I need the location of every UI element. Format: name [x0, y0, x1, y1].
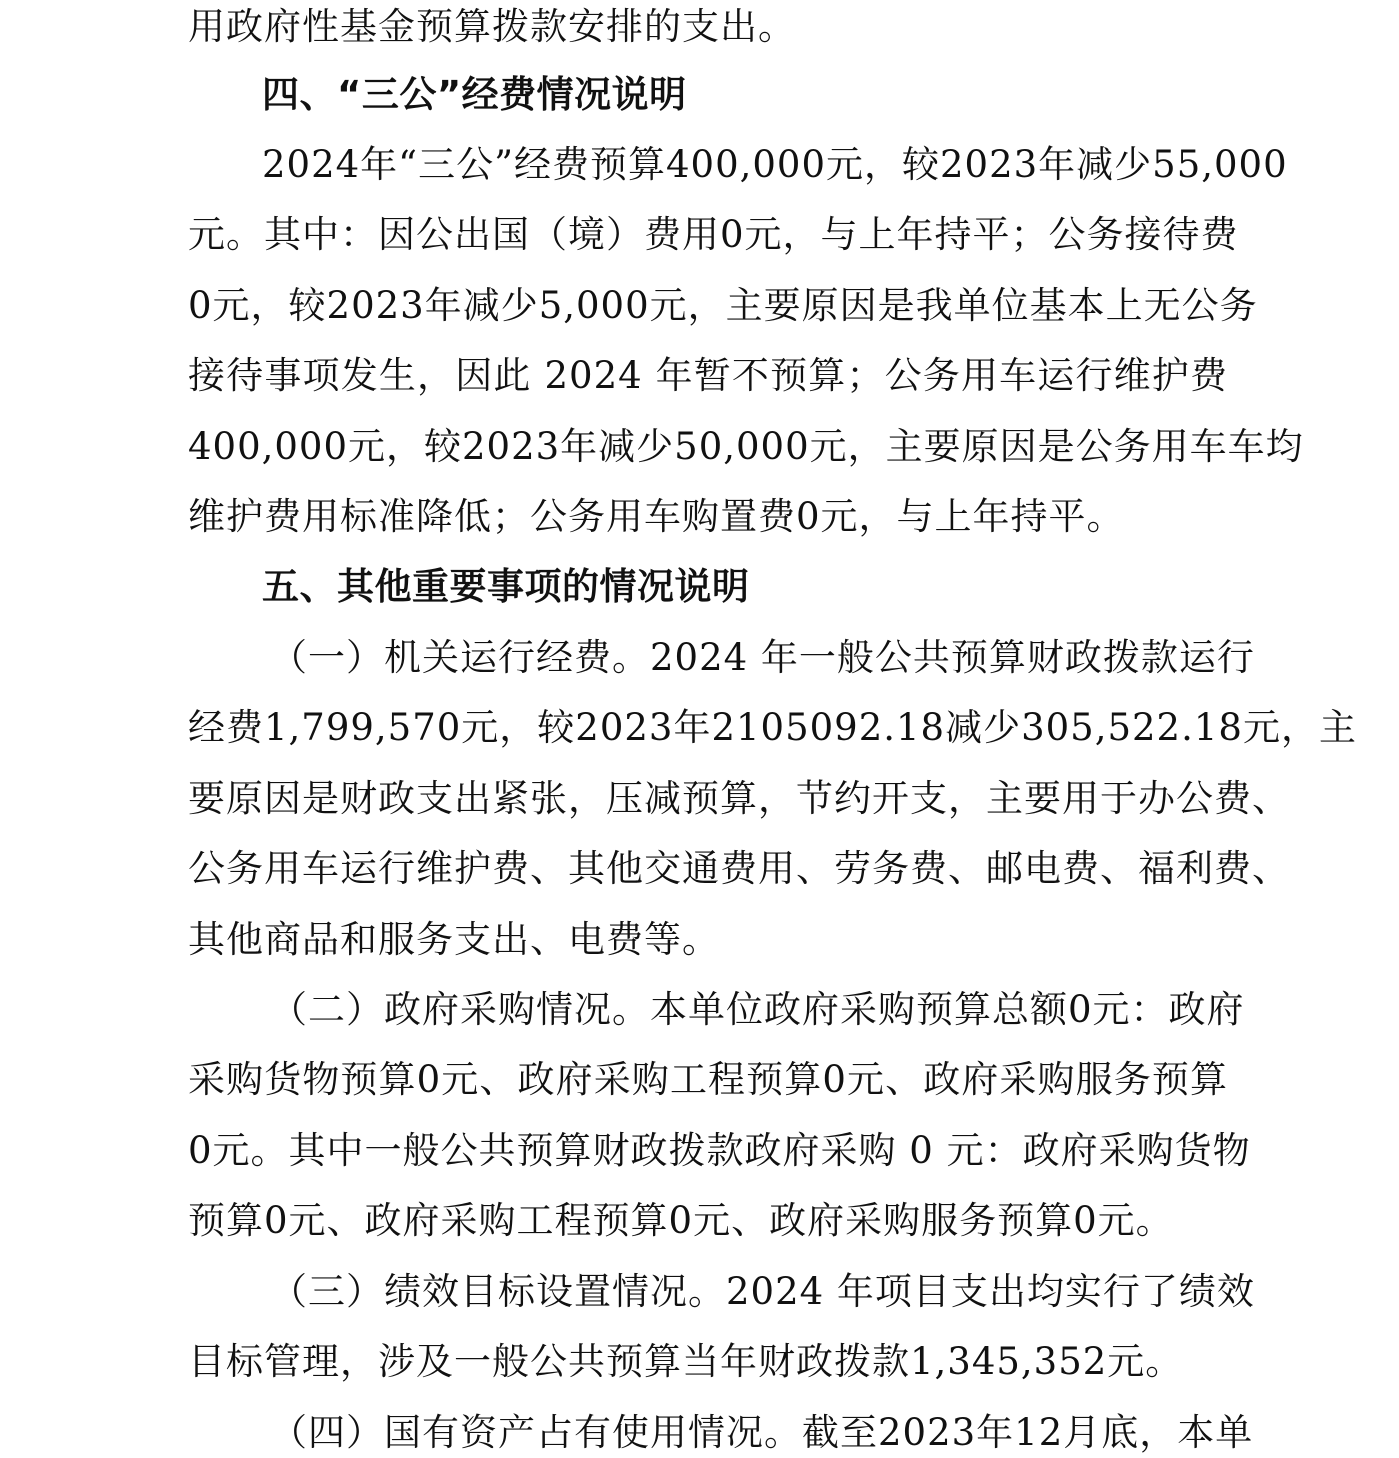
paragraph-line: 0元，较2023年减少5,000元，主要原因是我单位基本上无公务 — [188, 284, 1258, 327]
paragraph-line: 公务用车运行维护费、其他交通费用、劳务费、邮电费、福利费、 — [188, 847, 1290, 890]
paragraph-line: 要原因是财政支出紧张，压减预算，节约开支，主要用于办公费、 — [188, 777, 1290, 820]
paragraph-line: 用政府性基金预算拨款安排的支出。 — [188, 5, 796, 48]
paragraph-line: 采购货物预算0元、政府采购工程预算0元、政府采购服务预算 — [188, 1058, 1228, 1101]
paragraph-line: 目标管理，涉及一般公共预算当年财政拨款1,345,352元。 — [188, 1340, 1184, 1383]
paragraph-line: 维护费用标准降低；公务用车购置费0元，与上年持平。 — [188, 495, 1125, 538]
paragraph-line: 经费1,799,570元，较2023年2105092.18减少305,522.18元，主 — [188, 706, 1357, 749]
paragraph-line: （二）政府采购情况。本单位政府采购预算总额0元：政府 — [270, 988, 1245, 1031]
paragraph-line: 2024年“三公”经费预算400,000元，较2023年减少55,000 — [262, 143, 1288, 186]
paragraph-line: 其他商品和服务支出、电费等。 — [188, 918, 720, 961]
paragraph-line: （一）机关运行经费。2024 年一般公共预算财政拨款运行 — [270, 636, 1255, 679]
paragraph-line: 0元。其中一般公共预算财政拨款政府采购 0 元：政府采购货物 — [188, 1129, 1251, 1172]
section-heading-four: 四、“三公”经费情况说明 — [262, 73, 687, 116]
paragraph-line: （三）绩效目标设置情况。2024 年项目支出均实行了绩效 — [270, 1270, 1255, 1313]
paragraph-line: 400,000元，较2023年减少50,000元，主要原因是公务用车车均 — [188, 425, 1304, 468]
section-heading-five: 五、其他重要事项的情况说明 — [262, 565, 750, 608]
paragraph-line: 接待事项发生，因此 2024 年暂不预算；公务用车运行维护费 — [188, 354, 1228, 397]
paragraph-line: 元。其中：因公出国（境）费用0元，与上年持平；公务接待费 — [188, 213, 1239, 256]
paragraph-line: （四）国有资产占有使用情况。截至2023年12月底，本单 — [270, 1411, 1254, 1454]
paragraph-line: 预算0元、政府采购工程预算0元、政府采购服务预算0元。 — [188, 1199, 1174, 1242]
